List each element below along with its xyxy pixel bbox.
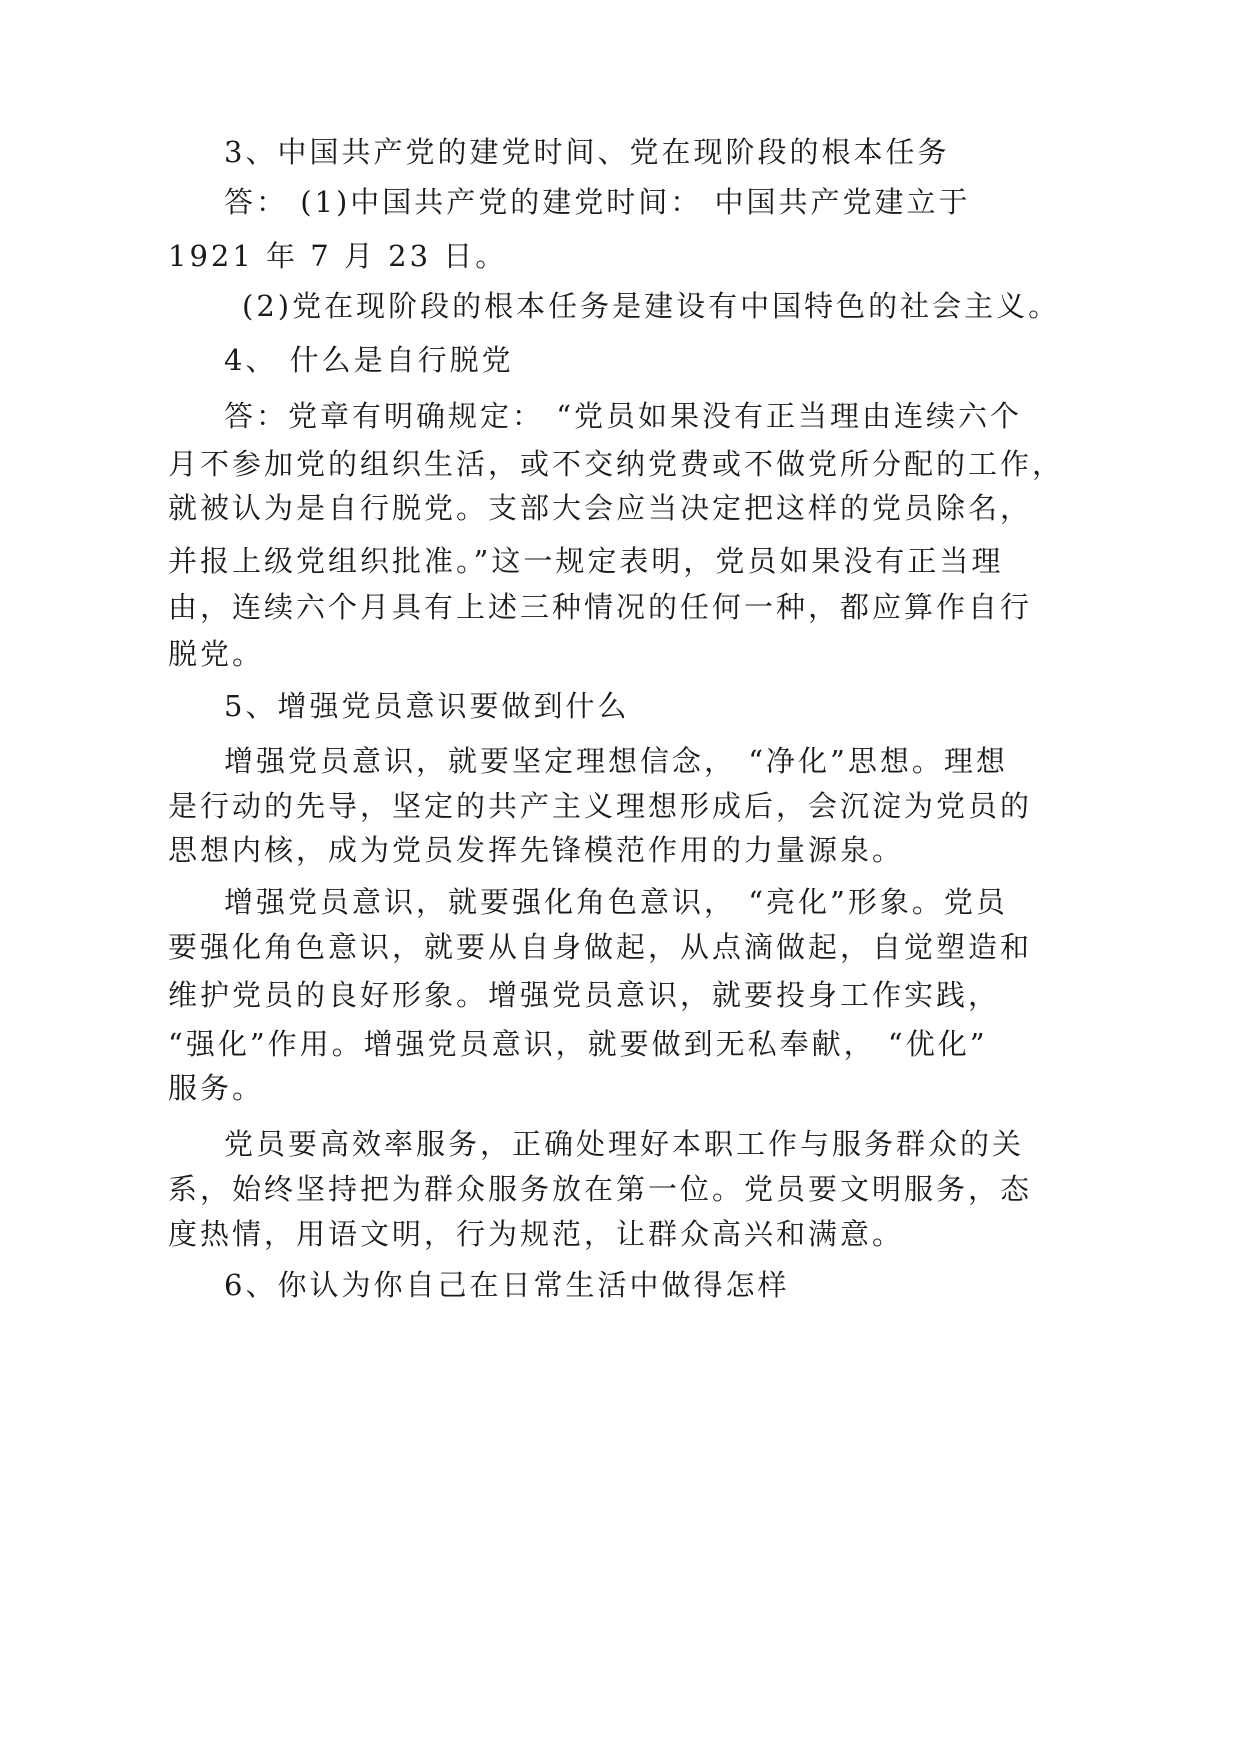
answer-line: 由，连续六个月具有上述三种情况的任何一种，都应算作自行 — [168, 590, 1033, 624]
answer-line: 答： (1)中国共产党的建党时间： 中国共产党建立于 — [224, 185, 971, 219]
heading-q5: 5、增强党员意识要做到什么 — [224, 689, 630, 723]
paragraph-line: 要强化角色意识，就要从自身做起，从点滴做起，自觉塑造和 — [168, 930, 1033, 964]
answer-line: 并报上级党组织批准。”这一规定表明，党员如果没有正当理 — [168, 544, 1004, 578]
paragraph-line: 维护党员的良好形象。增强党员意识，就要投身工作实践， — [168, 978, 1001, 1012]
answer-line: 脱党。 — [168, 637, 265, 671]
paragraph-line: 党员要高效率服务，正确处理好本职工作与服务群众的关 — [224, 1127, 1025, 1161]
answer-line: 月不参加党的组织生活，或不交纳党费或不做党所分配的工作， — [168, 447, 1065, 481]
heading-q3: 3、中国共产党的建党时间、党在现阶段的根本任务 — [224, 135, 950, 169]
paragraph-line: 系，始终坚持把为群众服务放在第一位。党员要文明服务，态 — [168, 1172, 1033, 1206]
paragraph-line: 度热情，用语文明，行为规范，让群众高兴和满意。 — [168, 1217, 905, 1251]
paragraph-line: 增强党员意识，就要强化角色意识， “亮化”形象。党员 — [224, 885, 1008, 919]
heading-q6: 6、你认为你自己在日常生活中做得怎样 — [224, 1268, 790, 1302]
paragraph-line: “强化”作用。增强党员意识，就要做到无私奉献， “优化” — [168, 1027, 988, 1061]
answer-line: (2)党在现阶段的根本任务是建设有中国特色的社会主义。 — [242, 289, 1061, 323]
paragraph-line: 是行动的先导，坚定的共产主义理想形成后，会沉淀为党员的 — [168, 789, 1033, 823]
answer-line: 就被认为是自行脱党。支部大会应当决定把这样的党员除名， — [168, 491, 1033, 525]
paragraph-line: 服务。 — [168, 1071, 265, 1105]
answer-line: 答：党章有明确规定： “党员如果没有正当理由连续六个 — [224, 399, 1023, 433]
answer-line: 1921 年 7 月 23 日。 — [168, 239, 508, 273]
heading-q4: 4、 什么是自行脱党 — [224, 343, 514, 377]
paragraph-line: 增强党员意识，就要坚定理想信念， “净化”思想。理想 — [224, 744, 1008, 778]
paragraph-line: 思想内核，成为党员发挥先锋模范作用的力量源泉。 — [168, 833, 905, 867]
